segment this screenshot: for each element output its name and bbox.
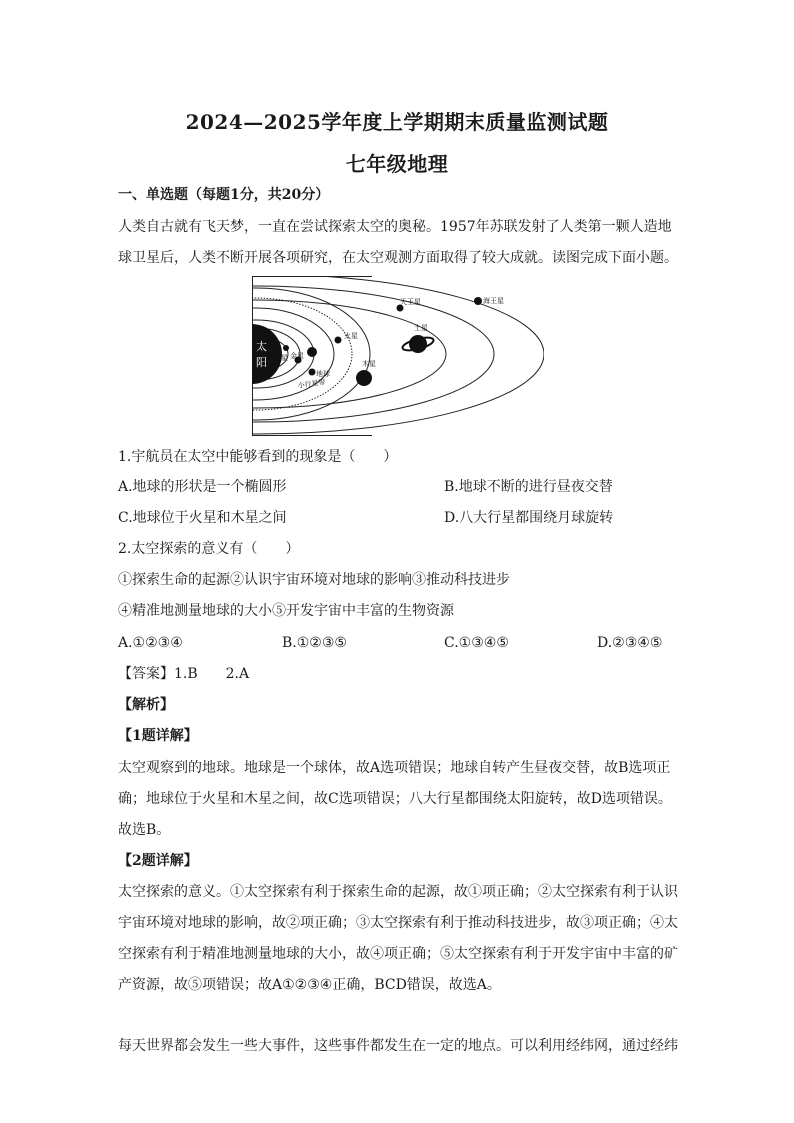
detail2-line-3: 空探索有利于精准地测量地球的大小，故④项正确；⑤太空探索有利于开发宇宙中丰富的矿 — [118, 946, 678, 962]
q2-option-c: C.①③④⑤ — [444, 635, 509, 651]
q1-option-d: D.八大行星都围绕月球旋转 — [444, 510, 614, 526]
saturn-dot — [409, 335, 427, 353]
q2-items-line-2: ④精准地测量地球的大小⑤开发宇宙中丰富的生物资源 — [118, 603, 454, 619]
asteroid-belt-label: 小行星带 — [297, 378, 327, 390]
q2-stem: 2.太空探索的意义有（ ） — [118, 541, 300, 557]
next-intro-line-1: 每天世界都会发生一些大事件，这些事件都发生在一定的地点。可以利用经纬网，通过经纬 — [118, 1038, 678, 1054]
earth-label: 地球 — [316, 370, 330, 378]
mercury-label: 水星 — [274, 354, 288, 362]
detail1-line-3: 故选B。 — [118, 822, 171, 838]
detail1-line-2: 确；地球位于火星和木星之间，故C选项错误；八大行星都围绕太阳旋转，故D选项错误。 — [118, 791, 672, 807]
q2-items-line-1: ①探索生命的起源②认识宇宙环境对地球的影响③推动科技进步 — [118, 572, 510, 588]
intro-line-2: 球卫星后，人类不断开展各项研究，在太空观测方面取得了较大成就。读图完成下面小题。 — [118, 250, 678, 266]
q1-option-c: C.地球位于火星和木星之间 — [118, 510, 287, 526]
jupiter-label: 木星 — [362, 360, 376, 368]
solar-system-figure — [252, 276, 544, 436]
detail2-line-2: 宇宙环境对地球的影响，故②项正确；③太空探索有利于推动科技进步，故③项正确；④太 — [118, 915, 678, 931]
mercury-dot — [283, 345, 289, 351]
neptune-dot — [474, 297, 482, 305]
sun-label-1: 太 — [256, 340, 267, 353]
analysis-heading: 【解析】 — [118, 697, 174, 713]
q1-option-a: A.地球的形状是一个椭圆形 — [118, 479, 287, 495]
detail2-line-4: 产资源，故⑤项错误；故A①②③④正确，BCD错误，故选A。 — [118, 977, 501, 993]
earth-dot-2 — [309, 369, 316, 376]
mars-dot — [335, 337, 342, 344]
q2-option-a: A.①②③④ — [118, 635, 183, 651]
q2-option-d: D.②③④⑤ — [597, 635, 663, 651]
mars-label: 火星 — [344, 332, 358, 340]
q1-stem: 1.宇航员在太空中能够看到的现象是（ ） — [118, 449, 398, 465]
page-subtitle: 七年级地理 — [345, 152, 449, 176]
sun-label-2: 阳 — [256, 356, 267, 369]
detail1-line-1: 太空观察到的地球。地球是一个球体，故A选项错误；地球自转产生昼夜交替，故B选项正 — [118, 760, 671, 776]
answer-line: 【答案】1.B 2.A — [118, 666, 250, 682]
section-heading: 一、单选题（每题1分，共20分） — [118, 187, 330, 203]
jupiter-dot — [356, 370, 372, 386]
detail1-heading: 【1题详解】 — [118, 728, 198, 744]
q2-option-b: B.①②③⑤ — [282, 635, 347, 651]
neptune-label: 海王星 — [483, 297, 504, 305]
earth-dot — [307, 347, 317, 357]
venus-label: 金星 — [290, 352, 304, 360]
q1-option-b: B.地球不断的进行昼夜交替 — [444, 479, 613, 495]
saturn-label: 土星 — [414, 324, 428, 332]
detail2-line-1: 太空探索的意义。①太空探索有利于探索生命的起源，故①项正确；②太空探索有利于认识 — [118, 884, 678, 900]
detail2-heading: 【2题详解】 — [118, 853, 198, 869]
uranus-label: 天王星 — [400, 298, 421, 306]
intro-line-1: 人类自古就有飞天梦，一直在尝试探索太空的奥秘。1957年苏联发射了人类第一颗人造地 — [118, 219, 672, 235]
page-title: 2024—2025学年度上学期期末质量监测试题 — [185, 110, 609, 134]
